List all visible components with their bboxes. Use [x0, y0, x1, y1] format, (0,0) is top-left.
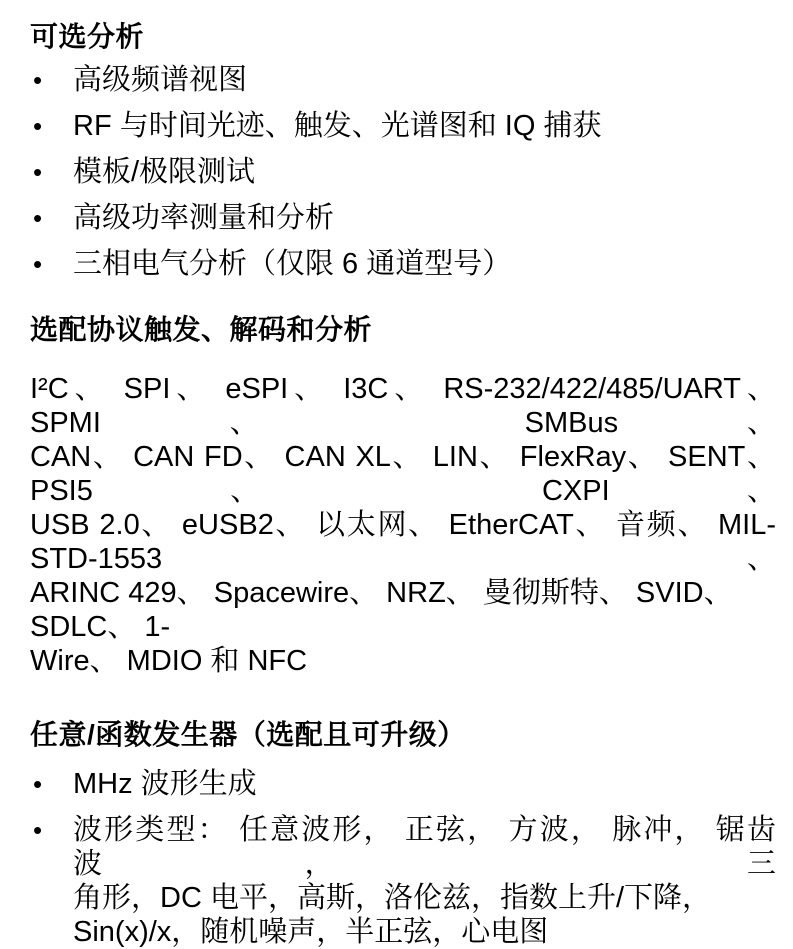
list-item: • 模板/极限测试 — [30, 155, 776, 189]
wrapped-line: Sin(x)/x，随机噪声，半正弦，心电图 — [73, 916, 549, 948]
paragraph-line: ARINC 429、 Spacewire、 NRZ、 曼彻斯特、 SVID、 SDLC、 1- — [30, 577, 733, 643]
paragraph-line: I²C、 SPI、 eSPI、 I3C、 RS-232/422/485/UART、 SPMI、 SMBus、 — [30, 373, 776, 439]
list-item: • MHz 波形生成 — [30, 767, 776, 801]
protocol-list-paragraph — [30, 372, 776, 678]
protocol-decode-heading: 选配协议触发、解码和分析 — [30, 314, 373, 345]
afg-heading: 任意/函数发生器（选配且可升级） — [30, 719, 466, 750]
section-protocol-decode — [30, 313, 776, 678]
list-item: • 高级功率测量和分析 — [30, 201, 776, 235]
wrapped-line: 角形，DC 电平，高斯，洛伦兹，指数上升/下降， — [73, 882, 712, 914]
optional-analysis-heading: 可选分析 — [30, 21, 145, 52]
wrapped-line: • 波形类型： 任意波形， 正弦， 方波， 脉冲， 锯齿波， 三 — [73, 814, 776, 880]
optional-analysis-list — [30, 63, 776, 281]
paragraph-line: Wire、 MDIO 和 NFC — [30, 645, 308, 677]
list-item: • 三相电气分析（仅限 6 通道型号） — [30, 247, 776, 281]
afg-list — [30, 767, 776, 949]
list-item — [30, 813, 776, 949]
list-item: • 高级频谱视图 — [30, 63, 776, 97]
paragraph-line: USB 2.0、 eUSB2、 以太网、 EtherCAT、 音频、 MIL-STD-1553、 — [30, 509, 776, 575]
section-afg — [30, 718, 776, 949]
list-item: • RF 与时间光迹、触发、光谱图和 IQ 捕获 — [30, 109, 776, 143]
section-optional-analysis — [30, 20, 776, 281]
paragraph-line: CAN、 CAN FD、 CAN XL、 LIN、 FlexRay、 SENT、 PSI5、 CXPI、 — [30, 441, 776, 507]
